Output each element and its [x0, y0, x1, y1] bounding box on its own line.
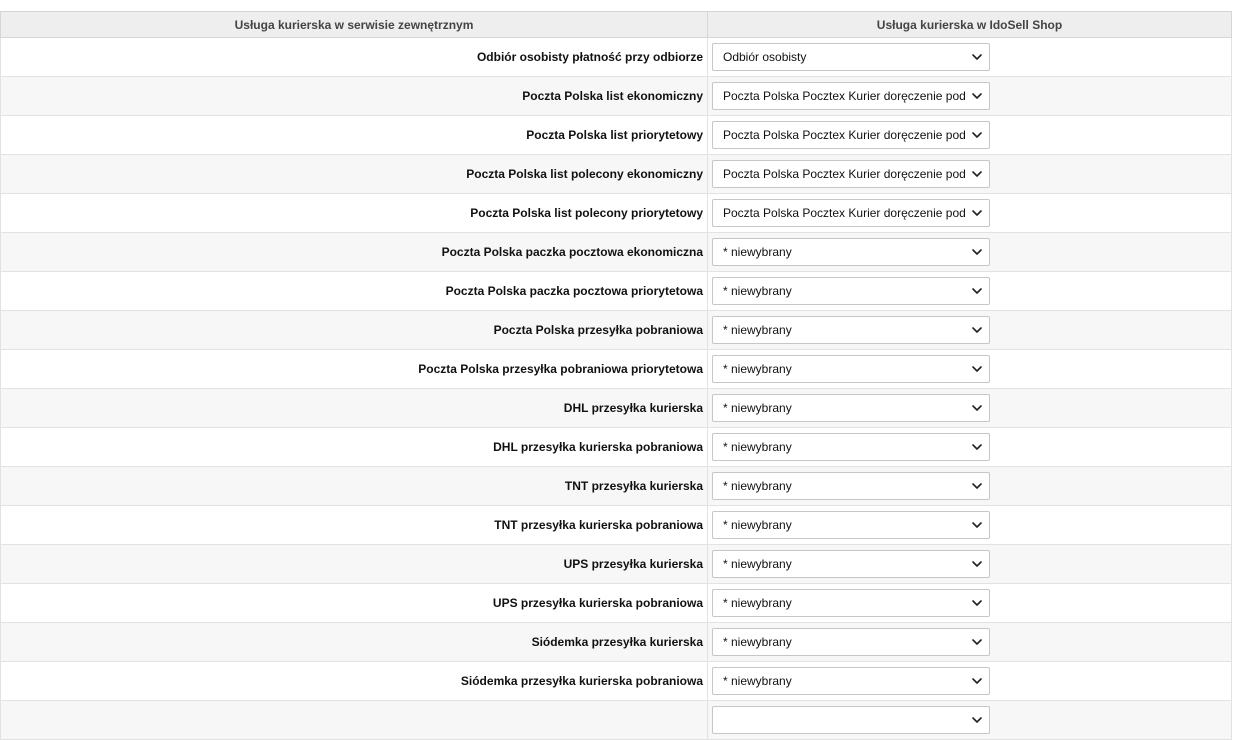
- external-service-name: DHL przesyłka kurierska: [1, 389, 708, 428]
- select-value: * niewybrany: [723, 362, 792, 376]
- table-row: [1, 467, 1232, 506]
- chevron-down-icon: [971, 629, 983, 655]
- table-row: [1, 662, 1232, 701]
- select-value: Poczta Polska Pocztex Kurier doręczenie pod: [723, 128, 966, 142]
- table-row: [1, 701, 1232, 740]
- select-value: * niewybrany: [723, 518, 792, 532]
- external-service-name: Poczta Polska przesyłka pobraniowa priorytetowa: [1, 350, 708, 389]
- idosell-service-cell: [708, 77, 1232, 116]
- select-value: Odbiór osobisty: [723, 50, 807, 64]
- select-value: * niewybrany: [723, 401, 792, 415]
- external-service-name: Poczta Polska paczka pocztowa ekonomiczna: [1, 233, 708, 272]
- courier-service-select[interactable]: [712, 706, 990, 734]
- idosell-service-cell: [708, 116, 1232, 155]
- courier-service-select[interactable]: [712, 277, 990, 305]
- courier-service-select[interactable]: [712, 238, 990, 266]
- idosell-service-cell: [708, 311, 1232, 350]
- courier-service-select[interactable]: [712, 394, 990, 422]
- external-service-name: Poczta Polska list polecony priorytetowy: [1, 194, 708, 233]
- chevron-down-icon: [971, 200, 983, 226]
- idosell-service-cell: [708, 623, 1232, 662]
- chevron-down-icon: [971, 161, 983, 187]
- chevron-down-icon: [971, 668, 983, 694]
- select-value: * niewybrany: [723, 635, 792, 649]
- external-service-name: Poczta Polska list ekonomiczny: [1, 77, 708, 116]
- table-row: [1, 155, 1232, 194]
- select-value: * niewybrany: [723, 440, 792, 454]
- idosell-service-cell: [708, 584, 1232, 623]
- table-row: [1, 233, 1232, 272]
- select-value: Poczta Polska Pocztex Kurier doręczenie pod: [723, 206, 966, 220]
- idosell-service-cell: [708, 38, 1232, 77]
- table-row: [1, 506, 1232, 545]
- chevron-down-icon: [971, 122, 983, 148]
- table-row: [1, 545, 1232, 584]
- select-value: * niewybrany: [723, 557, 792, 571]
- external-service-name: DHL przesyłka kurierska pobraniowa: [1, 428, 708, 467]
- courier-mapping-panel: [0, 11, 1231, 740]
- idosell-service-cell: [708, 506, 1232, 545]
- select-value: Poczta Polska Pocztex Kurier doręczenie pod: [723, 167, 966, 181]
- table-row: [1, 623, 1232, 662]
- external-service-name: Siódemka przesyłka kurierska pobraniowa: [1, 662, 708, 701]
- table-row: [1, 389, 1232, 428]
- table-row: [1, 350, 1232, 389]
- table-row: [1, 38, 1232, 77]
- external-service-name: [1, 701, 708, 740]
- header-idosell-service: Usługa kurierska w IdoSell Shop: [708, 12, 1232, 38]
- external-service-name: TNT przesyłka kurierska pobraniowa: [1, 506, 708, 545]
- idosell-service-cell: [708, 428, 1232, 467]
- chevron-down-icon: [971, 473, 983, 499]
- courier-mapping-table: [0, 11, 1232, 740]
- idosell-service-cell: [708, 155, 1232, 194]
- idosell-service-cell: [708, 701, 1232, 740]
- courier-service-select[interactable]: [712, 589, 990, 617]
- table-header-row: [1, 12, 1232, 38]
- courier-service-select[interactable]: [712, 472, 990, 500]
- select-value: * niewybrany: [723, 479, 792, 493]
- idosell-service-cell: [708, 272, 1232, 311]
- idosell-service-cell: [708, 389, 1232, 428]
- courier-service-select[interactable]: [712, 316, 990, 344]
- chevron-down-icon: [971, 551, 983, 577]
- chevron-down-icon: [971, 278, 983, 304]
- courier-service-select[interactable]: [712, 511, 990, 539]
- select-value: Poczta Polska Pocztex Kurier doręczenie pod: [723, 89, 966, 103]
- idosell-service-cell: [708, 350, 1232, 389]
- chevron-down-icon: [971, 356, 983, 382]
- select-value: * niewybrany: [723, 674, 792, 688]
- idosell-service-cell: [708, 545, 1232, 584]
- external-service-name: UPS przesyłka kurierska: [1, 545, 708, 584]
- chevron-down-icon: [971, 395, 983, 421]
- select-value: * niewybrany: [723, 284, 792, 298]
- chevron-down-icon: [971, 317, 983, 343]
- courier-service-select[interactable]: [712, 43, 990, 71]
- chevron-down-icon: [971, 83, 983, 109]
- idosell-service-cell: [708, 194, 1232, 233]
- external-service-name: Poczta Polska przesyłka pobraniowa: [1, 311, 708, 350]
- courier-service-select[interactable]: [712, 82, 990, 110]
- courier-service-select[interactable]: [712, 121, 990, 149]
- idosell-service-cell: [708, 467, 1232, 506]
- select-value: * niewybrany: [723, 245, 792, 259]
- external-service-name: Poczta Polska list polecony ekonomiczny: [1, 155, 708, 194]
- table-row: [1, 116, 1232, 155]
- idosell-service-cell: [708, 233, 1232, 272]
- courier-service-select[interactable]: [712, 433, 990, 461]
- chevron-down-icon: [971, 44, 983, 70]
- select-value: * niewybrany: [723, 323, 792, 337]
- chevron-down-icon: [971, 512, 983, 538]
- courier-service-select[interactable]: [712, 667, 990, 695]
- table-row: [1, 428, 1232, 467]
- table-row: [1, 311, 1232, 350]
- chevron-down-icon: [971, 590, 983, 616]
- table-row: [1, 77, 1232, 116]
- courier-service-select[interactable]: [712, 550, 990, 578]
- courier-service-select[interactable]: [712, 160, 990, 188]
- external-service-name: UPS przesyłka kurierska pobraniowa: [1, 584, 708, 623]
- courier-service-select[interactable]: [712, 355, 990, 383]
- courier-service-select[interactable]: [712, 628, 990, 656]
- external-service-name: Siódemka przesyłka kurierska: [1, 623, 708, 662]
- courier-service-select[interactable]: [712, 199, 990, 227]
- chevron-down-icon: [971, 434, 983, 460]
- table-body: [1, 38, 1232, 740]
- external-service-name: Odbiór osobisty płatność przy odbiorze: [1, 38, 708, 77]
- select-value: * niewybrany: [723, 596, 792, 610]
- header-external-service: Usługa kurierska w serwisie zewnętrznym: [1, 12, 708, 38]
- table-row: [1, 584, 1232, 623]
- table-row: [1, 194, 1232, 233]
- external-service-name: Poczta Polska paczka pocztowa priorytetowa: [1, 272, 708, 311]
- external-service-name: Poczta Polska list priorytetowy: [1, 116, 708, 155]
- idosell-service-cell: [708, 662, 1232, 701]
- table-row: [1, 272, 1232, 311]
- external-service-name: TNT przesyłka kurierska: [1, 467, 708, 506]
- chevron-down-icon: [971, 239, 983, 265]
